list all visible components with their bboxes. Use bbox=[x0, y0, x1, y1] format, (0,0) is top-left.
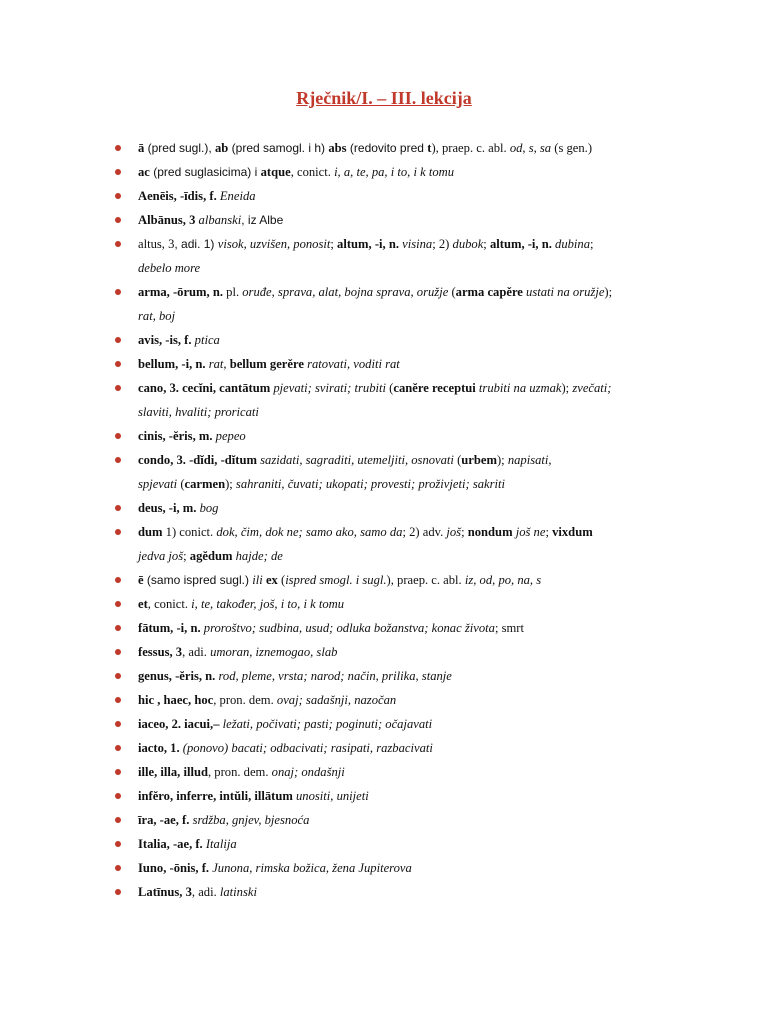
entry-text: sadašnji, nazočan bbox=[305, 693, 397, 707]
list-item bbox=[110, 616, 670, 640]
entry-text: ); bbox=[604, 285, 613, 299]
bullet-icon bbox=[115, 673, 121, 679]
entry-text: još bbox=[446, 525, 462, 539]
entry-text: ; bbox=[545, 525, 553, 539]
entry-text: spjevati bbox=[138, 477, 178, 491]
bullet-icon bbox=[115, 745, 121, 751]
page-title: Rječnik/I. – III. lekcija bbox=[296, 88, 472, 108]
entry-text: ( bbox=[277, 573, 286, 587]
entry-text: , iz Albe bbox=[241, 213, 284, 227]
bullet-icon bbox=[115, 625, 121, 631]
list-item bbox=[110, 664, 670, 688]
entry-text: način, prilika, stanje bbox=[347, 669, 452, 683]
entry-text: proroštvo; sudbina, usud; odluka božanstva; konac života bbox=[203, 621, 495, 635]
list-item bbox=[110, 640, 670, 664]
entry-text: ), praep. c. abl. bbox=[386, 573, 465, 587]
entry-text: pepeo bbox=[215, 429, 246, 443]
bullet-icon bbox=[115, 385, 121, 391]
entry-continuation bbox=[138, 472, 670, 496]
entry-text: , conict. bbox=[290, 165, 335, 179]
entry-text: ille, illa, illud bbox=[138, 765, 208, 779]
entry-text: dubok bbox=[452, 237, 484, 251]
list-item bbox=[110, 808, 670, 832]
entry-text: Iuno, -ōnis, f. bbox=[138, 861, 213, 875]
entry-continuation bbox=[138, 400, 670, 424]
entry-text: pl. bbox=[226, 285, 243, 299]
bullet-icon bbox=[115, 865, 121, 871]
entry-text: , bbox=[522, 141, 529, 155]
entry-text: zvečati; bbox=[572, 381, 612, 395]
entry-text: umoran, iznemogao, slab bbox=[210, 645, 338, 659]
entry-text: , pron. dem. bbox=[207, 765, 272, 779]
list-item bbox=[110, 448, 670, 496]
list-item bbox=[110, 280, 670, 328]
entry-text: carmen bbox=[184, 477, 226, 491]
entry-text: vixdum bbox=[552, 525, 593, 539]
entry-text: bog bbox=[199, 501, 219, 515]
entry-text: ( bbox=[386, 381, 394, 395]
entry-text: hajde; de bbox=[235, 549, 283, 563]
bullet-icon bbox=[115, 529, 121, 535]
entry-text: rod, pleme, vrsta; narod; bbox=[218, 669, 348, 683]
entry-text: ustati na oružje bbox=[526, 285, 605, 299]
entry-text: et bbox=[138, 597, 148, 611]
entry-text: iacto, 1. bbox=[138, 741, 183, 755]
entry-text: albanski bbox=[198, 213, 242, 227]
vocabulary-list bbox=[110, 136, 670, 904]
list-item bbox=[110, 832, 670, 856]
entry-text: t bbox=[427, 141, 432, 155]
entry-text: ac bbox=[138, 165, 150, 179]
entry-text: Italija bbox=[205, 837, 237, 851]
entry-text: altum, -i, n. bbox=[489, 237, 556, 251]
list-item bbox=[110, 760, 670, 784]
entry-text: s, sa bbox=[528, 141, 552, 155]
entry-text: (pred samogl. i h) bbox=[228, 141, 329, 155]
entry-text: ili bbox=[252, 573, 266, 587]
entry-text: Albānus, 3 bbox=[138, 213, 199, 227]
entry-text: ; bbox=[590, 237, 594, 251]
entry-continuation bbox=[138, 256, 670, 280]
entry-text: altus, 3 bbox=[138, 237, 175, 251]
bullet-icon bbox=[115, 289, 121, 295]
entry-text: sahraniti, čuvati; ukopati; provesti; proživjeti; sakriti bbox=[235, 477, 506, 491]
list-item bbox=[110, 880, 670, 904]
entry-text: ), praep. c. abl. bbox=[431, 141, 510, 155]
entry-text: ; smrt bbox=[494, 621, 524, 635]
entry-text: fessus, 3 bbox=[138, 645, 183, 659]
entry-text: , bbox=[223, 357, 230, 371]
list-item bbox=[110, 856, 670, 880]
bullet-icon bbox=[115, 889, 121, 895]
entry-text: ; bbox=[483, 237, 490, 251]
entry-text: ; 2) bbox=[432, 237, 453, 251]
entry-text: bellum gerěre bbox=[229, 357, 308, 371]
entry-text: jedva još bbox=[138, 549, 184, 563]
entry-text: avis, -is, f. bbox=[138, 333, 195, 347]
entry-text: altum, -i, n. bbox=[337, 237, 403, 251]
list-item bbox=[110, 784, 670, 808]
entry-text: ; 2) adv. bbox=[402, 525, 447, 539]
entry-text: ); bbox=[496, 453, 508, 467]
entry-text: visok, uzvišen, ponosit bbox=[217, 237, 331, 251]
entry-text: iz, od, po, na, s bbox=[464, 573, 542, 587]
entry-text: ; bbox=[461, 525, 468, 539]
bullet-icon bbox=[115, 457, 121, 463]
entry-text: i, a, te, pa, i to, i k tomu bbox=[334, 165, 455, 179]
bullet-icon bbox=[115, 769, 121, 775]
entry-text: ptica bbox=[194, 333, 220, 347]
list-item bbox=[110, 160, 670, 184]
bullet-icon bbox=[115, 193, 121, 199]
entry-text: dok, čim, dok ne; samo ako, samo da bbox=[216, 525, 403, 539]
entry-text: ovaj; bbox=[276, 693, 306, 707]
entry-text: visina bbox=[402, 237, 433, 251]
entry-text: rat, boj bbox=[138, 309, 176, 323]
entry-text: (ponovo) bacati; odbacivati; rasipati, razbacivati bbox=[182, 741, 433, 755]
entry-text: i, te, također, još, i to, i k tomu bbox=[191, 597, 345, 611]
list-item bbox=[110, 184, 670, 208]
entry-text: unositi, unijeti bbox=[296, 789, 369, 803]
entry-text: od bbox=[509, 141, 523, 155]
entry-text: cano, 3. cecĭni, cantātum bbox=[138, 381, 274, 395]
list-item bbox=[110, 208, 670, 232]
entry-text: cinis, -ĕris, m. bbox=[138, 429, 216, 443]
entry-text: slaviti, hvaliti; proricati bbox=[138, 405, 259, 419]
entry-text: , pron. dem. bbox=[213, 693, 277, 707]
bullet-icon bbox=[115, 817, 121, 823]
entry-text: Eneida bbox=[219, 189, 256, 203]
entry-text: iaceo, 2. iacui,– bbox=[138, 717, 220, 731]
entry-text: srdžba, gnjev, bjesnoća bbox=[192, 813, 310, 827]
entry-text: , conict. bbox=[147, 597, 192, 611]
entry-text: ); bbox=[225, 477, 236, 491]
entry-text: abs bbox=[328, 141, 347, 155]
bullet-icon bbox=[115, 649, 121, 655]
entry-text: fātum, -i, n. bbox=[138, 621, 204, 635]
entry-text: infĕro, inferre, intŭli, illātum bbox=[138, 789, 296, 803]
entry-text: (samo ispred sugl.) bbox=[143, 573, 253, 587]
bullet-icon bbox=[115, 505, 121, 511]
list-item bbox=[110, 424, 670, 448]
bullet-icon bbox=[115, 145, 121, 151]
entry-text: ); bbox=[561, 381, 573, 395]
list-item bbox=[110, 376, 670, 424]
list-item bbox=[110, 520, 670, 568]
entry-text: latinski bbox=[219, 885, 257, 899]
entry-text: (pred suglasicima) i bbox=[149, 165, 261, 179]
entry-text: ab bbox=[215, 141, 229, 155]
entry-text: ( bbox=[453, 453, 462, 467]
list-item bbox=[110, 568, 670, 592]
entry-text: ; bbox=[330, 237, 338, 251]
entry-text: (redovito pred bbox=[346, 141, 428, 155]
entry-text: , adi. bbox=[191, 885, 220, 899]
entry-text: ē bbox=[138, 573, 144, 587]
bullet-icon bbox=[115, 337, 121, 343]
bullet-icon bbox=[115, 169, 121, 175]
entry-text: Junona, rimska božica, žena Jupiterova bbox=[212, 861, 412, 875]
list-item bbox=[110, 736, 670, 760]
bullet-icon bbox=[115, 841, 121, 847]
entry-text: condo, 3. -dĭdi, -dĭtum bbox=[138, 453, 261, 467]
entry-text: oruđe, sprava, alat, bojna sprava, oružje bbox=[242, 285, 449, 299]
entry-text: genus, -ĕris, n. bbox=[138, 669, 219, 683]
entry-text: hic , haec, hoc bbox=[138, 693, 214, 707]
entry-text: dubina bbox=[555, 237, 591, 251]
entry-text: rat bbox=[208, 357, 224, 371]
entry-text: urbem bbox=[461, 453, 497, 467]
entry-text: deus, -i, m. bbox=[138, 501, 200, 515]
entry-text: , adi. bbox=[182, 645, 211, 659]
list-item bbox=[110, 592, 670, 616]
bullet-icon bbox=[115, 217, 121, 223]
entry-text: canĕre receptui bbox=[393, 381, 479, 395]
entry-text: sazidati, sagraditi, utemeljiti, osnovati bbox=[260, 453, 454, 467]
bullet-icon bbox=[115, 433, 121, 439]
entry-text: Italia, -ae, f. bbox=[138, 837, 206, 851]
bullet-icon bbox=[115, 721, 121, 727]
entry-text: napisati, bbox=[507, 453, 552, 467]
list-item bbox=[110, 328, 670, 352]
list-item bbox=[110, 232, 670, 280]
entry-text: (pred sugl.), bbox=[144, 141, 215, 155]
entry-text: atque bbox=[260, 165, 291, 179]
entry-text: još ne bbox=[515, 525, 546, 539]
entry-text: agĕdum bbox=[189, 549, 236, 563]
list-item bbox=[110, 352, 670, 376]
bullet-icon bbox=[115, 697, 121, 703]
bullet-icon bbox=[115, 577, 121, 583]
entry-text: nondum bbox=[467, 525, 516, 539]
entry-text: arma, -ōrum, n. bbox=[138, 285, 227, 299]
entry-text: ispred smogl. i sugl. bbox=[285, 573, 387, 587]
list-item bbox=[110, 712, 670, 736]
bullet-icon bbox=[115, 361, 121, 367]
bullet-icon bbox=[115, 241, 121, 247]
entry-text: ; bbox=[183, 549, 190, 563]
list-item bbox=[110, 496, 670, 520]
entry-text: , adi. 1) bbox=[174, 237, 218, 251]
entry-text: ( bbox=[448, 285, 456, 299]
entry-text: 1) conict. bbox=[162, 525, 217, 539]
bullet-icon bbox=[115, 793, 121, 799]
entry-text: ā bbox=[138, 141, 145, 155]
entry-continuation bbox=[138, 544, 670, 568]
entry-continuation bbox=[138, 304, 670, 328]
entry-text: bellum, -i, n. bbox=[138, 357, 209, 371]
entry-text: pjevati; svirati; trubiti bbox=[273, 381, 387, 395]
entry-text: Latīnus, 3 bbox=[138, 885, 192, 899]
entry-text: īra, -ae, f. bbox=[138, 813, 193, 827]
list-item bbox=[110, 688, 670, 712]
entry-text: ex bbox=[265, 573, 278, 587]
entry-text: (s gen.) bbox=[551, 141, 593, 155]
entry-text: ležati, počivati; pasti; poginuti; očajavati bbox=[219, 717, 433, 731]
entry-text: trubiti na uzmak bbox=[478, 381, 562, 395]
entry-text: Aenēis, -īdis, f. bbox=[138, 189, 220, 203]
entry-text: arma capěre bbox=[455, 285, 527, 299]
list-item bbox=[110, 136, 670, 160]
entry-text: debelo more bbox=[138, 261, 201, 275]
entry-text: onaj; ondašnji bbox=[271, 765, 345, 779]
bullet-icon bbox=[115, 601, 121, 607]
entry-text: ratovati, voditi rat bbox=[307, 357, 400, 371]
entry-text: ( bbox=[177, 477, 185, 491]
entry-text: dum bbox=[138, 525, 163, 539]
